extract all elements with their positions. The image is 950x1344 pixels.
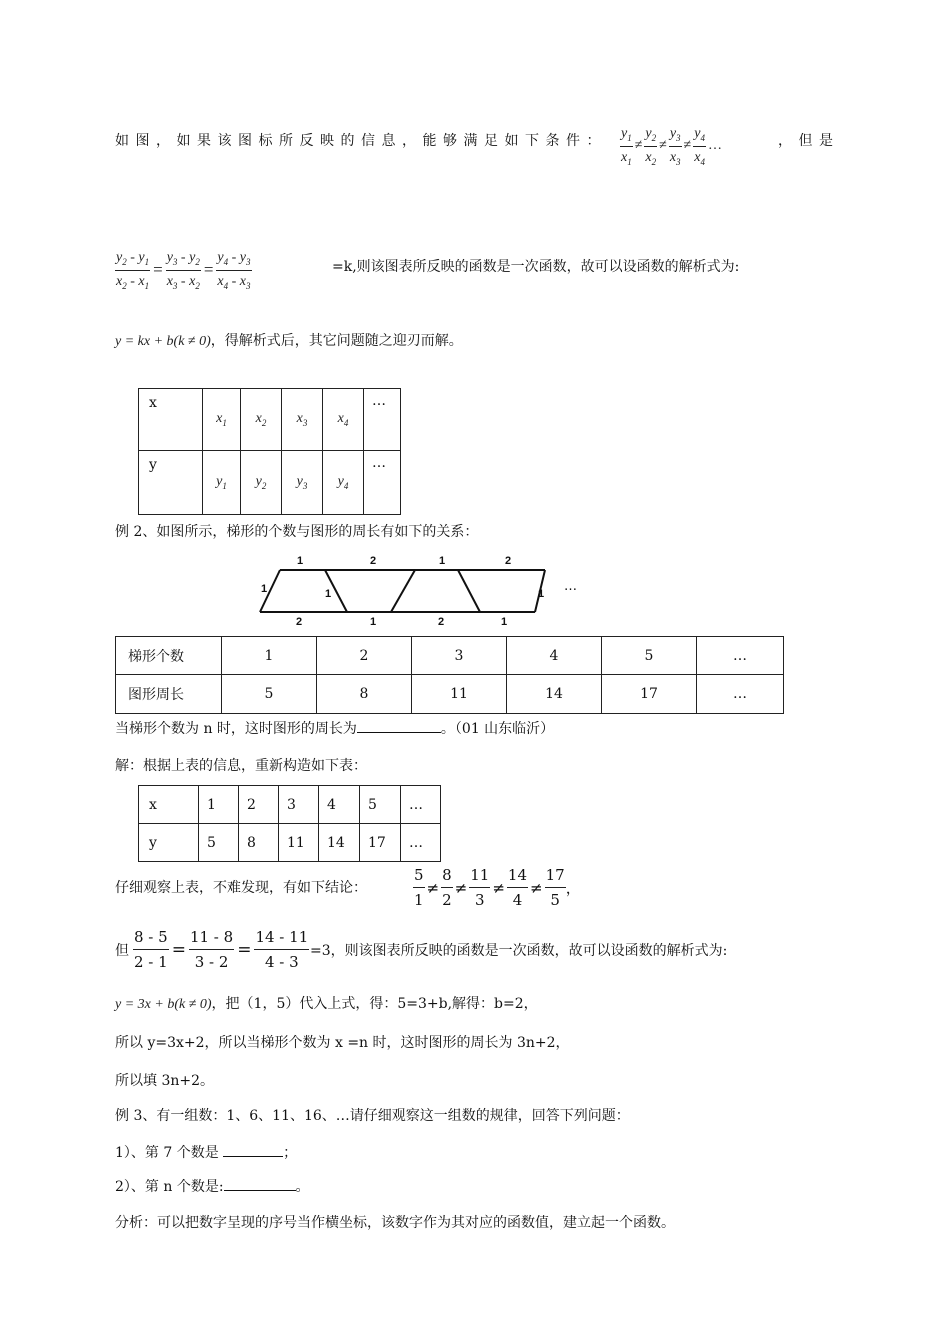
x-val-ellipsis: …	[401, 786, 441, 824]
solution-line1: 所以 y=3x+2，所以当梯形个数为 x =n 时，这时图形的周长为 3n+2，	[115, 1035, 570, 1051]
ratio-inequality-chain: $\frac{y_1}{x_1}$ ≠ $\frac{y_2}{x_2}$ ≠ $\frac{y_3}{x_3}$ ≠ $\frac{y_4}{x_4}$ …	[621, 126, 722, 167]
y-val-1: 5	[199, 824, 239, 862]
perimeter-3: 11	[412, 675, 507, 714]
count-2: 2	[317, 637, 412, 675]
trapezoid-figure	[250, 550, 600, 630]
bottom-label-4: 1	[501, 616, 508, 628]
ratio-4: $\frac{y_4}{x_4}$	[694, 126, 705, 167]
numeric-diff-chain: $\frac{8 - 5}{2 - 1}$ = $\frac{11 - 8}{3 - 2}$ = $\frac{14 - 11}{4 - 3}$	[134, 928, 309, 971]
right-leg-label: 1	[538, 588, 545, 600]
row-label-y: y	[139, 824, 199, 862]
count-ellipsis: …	[697, 637, 784, 675]
count-4: 4	[507, 637, 602, 675]
example3-question2: 2）、第 n 个数是: 。	[115, 1176, 310, 1196]
header-perimeter: 图形周长	[116, 675, 222, 714]
example3-question1: 1）、第 7 个数是 ；	[115, 1142, 297, 1162]
divider-3	[458, 570, 480, 612]
y-val-4: 14	[319, 824, 360, 862]
header-trapezoid-count: 梯形个数	[116, 637, 222, 675]
x-val-2: 2	[239, 786, 279, 824]
y-val-3: 11	[279, 824, 319, 862]
cell-x1: $x_1$	[203, 389, 241, 451]
ratio-1: $\frac{y_1}{x_1}$	[621, 126, 632, 167]
num-diff-1: $\frac{8 - 5}{2 - 1}$	[134, 928, 168, 971]
but-label: 但	[115, 943, 129, 959]
perimeter-5: 17	[602, 675, 697, 714]
numeric-ratio-chain: $\frac{5}{1}$ ≠ $\frac{8}{2}$ ≠ $\frac{11}{3}$ ≠ $\frac{14}{4}$ ≠ $\frac{17}{5}$ ，	[414, 866, 581, 909]
perimeter-1: 5	[222, 675, 317, 714]
cell-x2: $x_2$	[241, 389, 282, 451]
observe-text: 仔细观察上表，不难发现，有如下结论：	[115, 880, 367, 896]
row-label-x: x	[139, 786, 199, 824]
intro-text-a: 如图，如果该图标所反映的信息，能够满足如下条件：	[115, 133, 607, 149]
perimeter-2: 8	[317, 675, 412, 714]
solution-formula-tail: ，把（1，5）代入上式，得：5=3+b,解得：b=2，	[211, 996, 538, 1012]
example3-title: 例 3、有一组数：1、6、11、16、…请仔细观察这一组数的规律，回答下列问题：	[115, 1108, 630, 1124]
bottom-label-3: 2	[438, 616, 445, 628]
y-val-ellipsis: …	[401, 824, 441, 862]
num-ratio-4: $\frac{14}{4}$	[507, 866, 528, 909]
num-ratio-3: $\frac{11}{3}$	[470, 866, 490, 909]
example2-title: 例 2、如图所示，梯形的个数与图形的周长有如下的关系：	[115, 524, 479, 540]
difference-quotient-chain: $\frac{y_2 - y_1}{x_2 - x_1}$ = $\frac{y_3 - y_2}{x_3 - x_2}$ = $\frac{y_4 - y_3}{x_4 - x_3}$	[116, 250, 251, 291]
top-label-1: 1	[297, 555, 304, 567]
num-ratio-2: $\frac{8}{2}$	[442, 866, 452, 909]
example2-question: 当梯形个数为 n 时，这时图形的周长为 。（01 山东临沂）	[115, 718, 554, 738]
count-3: 3	[412, 637, 507, 675]
bottom-label-1: 2	[296, 616, 303, 628]
cell-x4: $x_4$	[323, 389, 364, 451]
cell-y4: $y_4$	[323, 451, 364, 515]
row-label-x: x	[139, 389, 203, 451]
x-val-5: 5	[360, 786, 401, 824]
xy-values-table	[138, 785, 441, 862]
x-val-3: 3	[279, 786, 319, 824]
top-label-3: 1	[439, 555, 446, 567]
top-label-4: 2	[505, 555, 512, 567]
cell-y1: $y_1$	[203, 451, 241, 515]
intro-text-c: =k,则该图表所反映的函数是一次函数，故可以设函数的解析式为:	[332, 259, 740, 275]
figure-continuation-dots: …	[564, 579, 577, 594]
y-val-2: 8	[239, 824, 279, 862]
num-diff-2: $\frac{11 - 8}{3 - 2}$	[189, 928, 234, 971]
y-val-5: 17	[360, 824, 401, 862]
diff-2: $\frac{y_3 - y_2}{x_3 - x_2}$	[166, 250, 200, 291]
intro-text-d: ，得解析式后，其它问题随之迎刃而解。	[210, 333, 463, 349]
num-ratio-5: $\frac{17}{5}$	[545, 866, 565, 909]
example3-analysis: 分析：可以把数字呈现的序号当作横坐标，该数字作为其对应的函数值，建立起一个函数。	[115, 1215, 675, 1231]
intro-formula-line	[115, 330, 463, 350]
cell-y3: $y_3$	[282, 451, 323, 515]
diff-tail-text: =3，则该图表所反映的函数是一次函数，故可以设函数的解析式为:	[310, 943, 728, 959]
ratio-3: $\frac{y_3}{x_3}$	[669, 126, 681, 167]
solution-formula-line	[115, 993, 538, 1013]
inner-leg-label: 1	[325, 588, 332, 600]
x-val-4: 4	[319, 786, 360, 824]
divider-2	[391, 570, 415, 612]
cell-x3: $x_3$	[282, 389, 323, 451]
perimeter-ellipsis: …	[697, 675, 784, 714]
num-ratio-1: $\frac{5}{1}$	[414, 866, 424, 909]
trapezoid-perimeter-table	[115, 636, 784, 714]
generic-xy-table	[138, 388, 401, 515]
cell-y-ellipsis: …	[364, 451, 401, 515]
ratio-2: $\frac{y_2}{x_2}$	[645, 126, 657, 167]
solution-intro: 解：根据上表的信息，重新构造如下表：	[115, 758, 367, 774]
answer-blank-perimeter[interactable]	[357, 718, 441, 733]
row-label-y: y	[139, 451, 203, 515]
count-5: 5	[602, 637, 697, 675]
num-diff-3: $\frac{14 - 11}{4 - 3}$	[255, 928, 309, 971]
answer-blank-7th[interactable]	[223, 1142, 283, 1157]
top-label-2: 2	[370, 555, 377, 567]
left-leg-label: 1	[261, 583, 268, 595]
perimeter-4: 14	[507, 675, 602, 714]
solution-line2: 所以填 3n+2。	[115, 1073, 215, 1089]
answer-blank-nth[interactable]	[224, 1176, 296, 1191]
solution-formula: y = 3x + b(k ≠ 0)	[115, 997, 212, 1012]
cell-y2: $y_2$	[241, 451, 282, 515]
diff-3: $\frac{y_4 - y_3}{x_4 - x_3}$	[217, 250, 251, 291]
x-val-1: 1	[199, 786, 239, 824]
linear-formula: y = kx + b(k ≠ 0)	[115, 334, 211, 349]
bottom-label-2: 1	[370, 616, 377, 628]
count-1: 1	[222, 637, 317, 675]
diff-1: $\frac{y_2 - y_1}{x_2 - x_1}$	[116, 250, 150, 291]
cell-x-ellipsis: …	[364, 389, 401, 451]
intro-text-b: ，但是	[778, 133, 840, 149]
